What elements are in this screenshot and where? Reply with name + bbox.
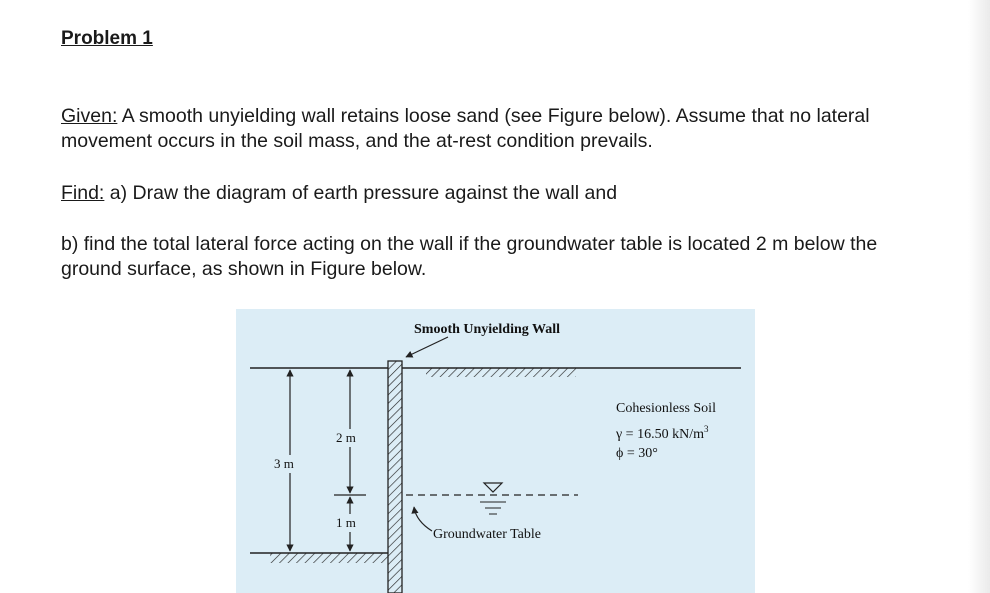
part-b-paragraph: b) find the total lateral force acting on the wall if the groundwater table is located 2 m below the ground surface, as shown in Figure below. xyxy=(61,233,878,280)
figure-drawing xyxy=(236,309,755,593)
find-paragraph xyxy=(61,181,941,206)
given-label: Given: xyxy=(61,105,118,127)
retaining-wall-figure xyxy=(236,309,755,593)
gwt-label-pointer xyxy=(414,507,432,531)
soil-type-label: Cohesionless Soil xyxy=(616,401,716,416)
unit-weight-text xyxy=(615,424,709,442)
find-label: Find: xyxy=(61,182,105,204)
find-text: a) Draw the diagram of earth pressure against the wall and xyxy=(104,182,618,204)
wall-label: Smooth Unyielding Wall xyxy=(414,322,561,337)
dimension-3m-label: 3 m xyxy=(274,456,294,471)
unit-weight-value: γ = 16.50 kN/m xyxy=(616,427,704,442)
page-edge-shadow xyxy=(968,0,990,593)
groundwater-table-label: Groundwater Table xyxy=(433,527,542,542)
given-text: A smooth unyielding wall retains loose sand (see Figure below). Assume that no lateral movement occurs in the soil mass, and the at-rest condition prevails. xyxy=(61,105,870,152)
base-hatch xyxy=(270,553,388,563)
friction-angle-value: ϕ = 30° xyxy=(616,446,658,461)
dimension-1m-label: 1 m xyxy=(336,515,356,530)
given-paragraph xyxy=(61,104,941,154)
wall xyxy=(388,361,402,593)
unit-weight-exponent: 3 xyxy=(703,424,709,434)
ground-hatch xyxy=(426,368,576,377)
problem-title: Problem 1 xyxy=(61,28,153,49)
wall-label-pointer xyxy=(406,337,448,357)
water-level-icon xyxy=(484,483,502,492)
dimension-2m-label: 2 m xyxy=(336,430,356,445)
